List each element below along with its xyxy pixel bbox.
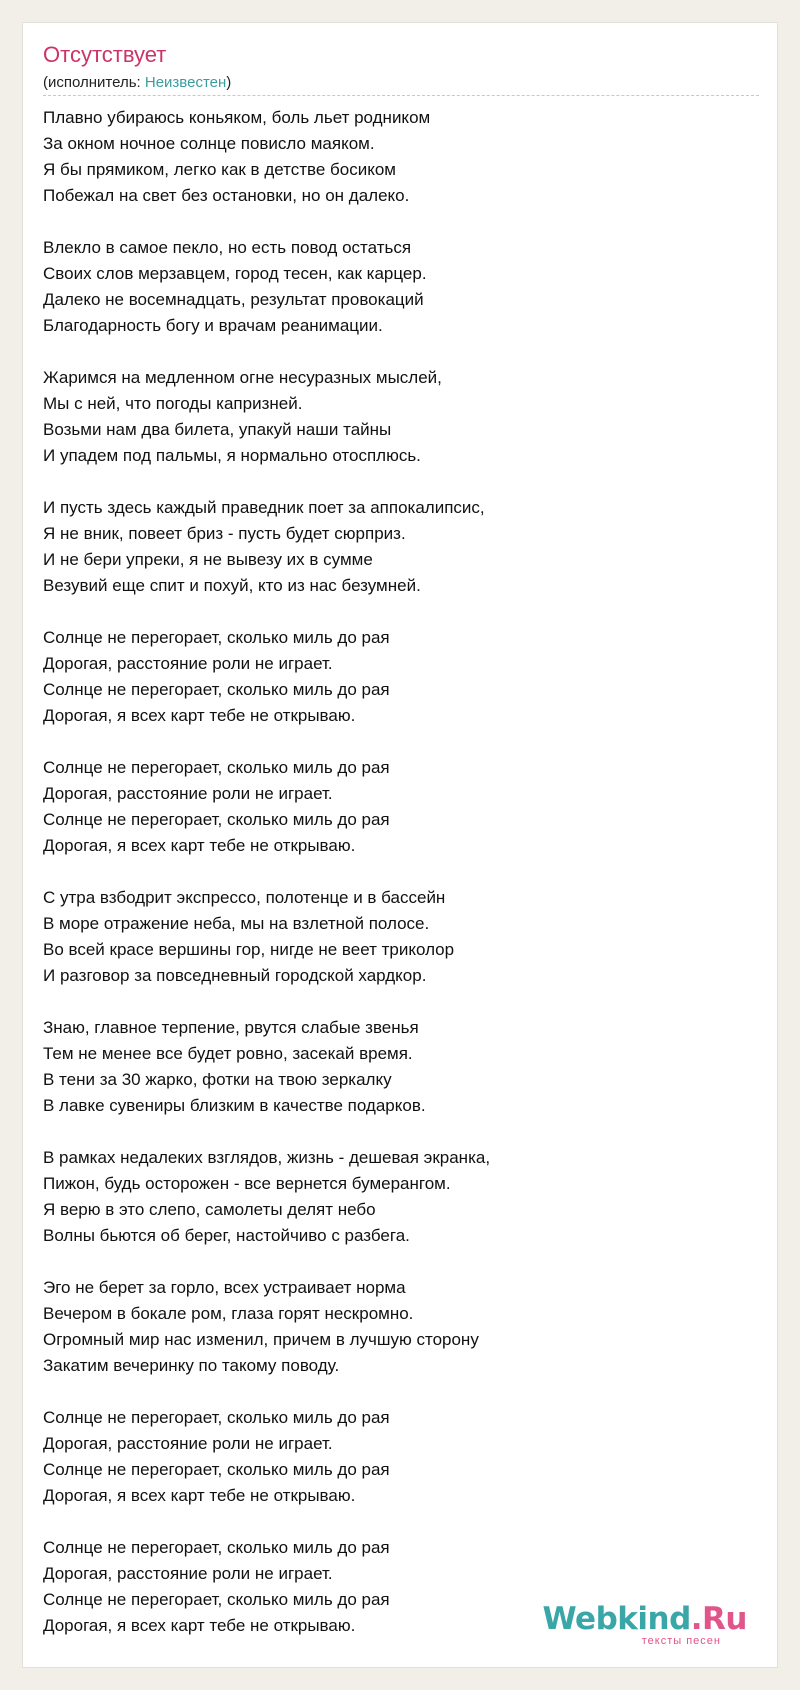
lyric-line: Эго не берет за горло, всех устраивает норма [43,1278,406,1297]
lyric-line: В море отражение неба, мы на взлетной полосе. [43,914,430,933]
lyric-line: Дорогая, расстояние роли не играет. [43,1564,333,1583]
lyric-line: Благодарность богу и врачам реанимации. [43,316,383,335]
lyric-line: Я бы прямиком, легко как в детстве босиком [43,160,396,179]
lyric-line: Дорогая, я всех карт тебе не открываю. [43,706,356,725]
stanza [43,1015,743,1119]
lyric-line: Огромный мир нас изменил, причем в лучшую сторону [43,1330,479,1349]
lyric-line: Знаю, главное терпение, рвутся слабые звенья [43,1018,419,1037]
lyric-line: И упадем под пальмы, я нормально отосплюсь. [43,446,421,465]
lyric-line: Солнце не перегорает, сколько миль до рая [43,628,390,647]
stanza [43,755,743,859]
artist-link[interactable]: Неизвестен [144,74,227,91]
lyric-line: Дорогая, я всех карт тебе не открываю. [43,1486,356,1505]
lyric-line: Далеко не восемнадцать, результат провокаций [43,290,424,309]
lyric-line: Жаримся на медленном огне несуразных мыслей, [43,368,442,387]
lyric-line: В рамках недалеких взглядов, жизнь - дешевая экранка, [43,1148,491,1167]
lyric-line: Закатим вечеринку по такому поводу. [43,1356,340,1375]
lyric-line: Солнце не перегорает, сколько миль до рая [43,758,390,777]
artist-line [43,73,231,93]
lyric-line: Дорогая, я всех карт тебе не открываю. [43,836,356,855]
logo-wordmark [542,1601,747,1637]
lyric-line: Солнце не перегорает, сколько миль до рая [43,1460,390,1479]
site-logo[interactable] [542,1601,747,1651]
lyric-line: Мы с ней, что погоды капризней. [43,394,303,413]
header-divider [43,95,759,96]
lyric-line: Дорогая, расстояние роли не играет. [43,1434,333,1453]
lyric-line: За окном ночное солнце повисло маяком. [43,134,375,153]
lyric-line: Солнце не перегорает, сколько миль до рая [43,810,390,829]
lyric-line: Солнце не перегорает, сколько миль до рая [43,680,390,699]
lyric-line: Своих слов мерзавцем, город тесен, как карцер. [43,264,427,283]
lyric-line: Солнце не перегорает, сколько миль до рая [43,1590,390,1609]
logo-tagline: тексты песен [641,1635,721,1647]
lyric-line: Побежал на свет без остановки, но он далеко. [43,186,410,205]
lyric-line: Я верю в это слепо, самолеты делят небо [43,1200,376,1219]
stanza [43,495,743,599]
stanza [43,1405,743,1509]
lyric-line: Солнце не перегорает, сколько миль до рая [43,1538,390,1557]
lyric-line: В лавке сувениры близким в качестве подарков. [43,1096,426,1115]
lyric-line: И не бери упреки, я не вывезу их в сумме [43,550,373,569]
lyric-line: Влекло в самое пекло, но есть повод остаться [43,238,412,257]
lyric-line: Дорогая, я всех карт тебе не открываю. [43,1616,356,1635]
artist-suffix: ) [226,74,232,91]
stanza [43,1275,743,1379]
lyric-line: Дорогая, расстояние роли не играет. [43,784,333,803]
stanza [43,105,743,209]
lyric-line: Солнце не перегорает, сколько миль до рая [43,1408,390,1427]
lyric-line: Волны бьются об берег, настойчиво с разбега. [43,1226,410,1245]
lyric-line: Во всей красе вершины гор, нигде не веет триколор [43,940,455,959]
lyric-line: В тени за 30 жарко, фотки на твою зеркалку [43,1070,392,1089]
lyric-line: Я не вник, повеет бриз - пусть будет сюрприз. [43,524,406,543]
logo-tld: .Ru [690,1601,747,1637]
lyric-line: И разговор за повседневный городской хардкор. [43,966,427,985]
lyric-line: И пусть здесь каждый праведник поет за аппокалипсис, [43,498,485,517]
lyric-line: С утра взбодрит экспрессо, полотенце и в бассейн [43,888,446,907]
song-title: Отсутствует [43,42,167,67]
lyric-line: Пижон, будь осторожен - все вернется бумерангом. [43,1174,451,1193]
stanza [43,885,743,989]
stanza [43,625,743,729]
lyric-line: Вечером в бокале ром, глаза горят нескромно. [43,1304,414,1323]
stanza [43,235,743,339]
lyric-line: Возьми нам два билета, упакуй наши тайны [43,420,392,439]
lyrics-card [22,22,778,1668]
lyric-line: Дорогая, расстояние роли не играет. [43,654,333,673]
lyric-line: Плавно убираюсь коньяком, боль льет родником [43,108,431,127]
stanza [43,365,743,469]
lyric-line: Везувий еще спит и похуй, кто из нас безумней. [43,576,421,595]
artist-prefix: (исполнитель: [43,74,145,91]
lyrics-body [43,105,743,1665]
lyric-line: Тем не менее все будет ровно, засекай время. [43,1044,413,1063]
logo-word: Webkind [542,1601,691,1637]
stanza [43,1145,743,1249]
